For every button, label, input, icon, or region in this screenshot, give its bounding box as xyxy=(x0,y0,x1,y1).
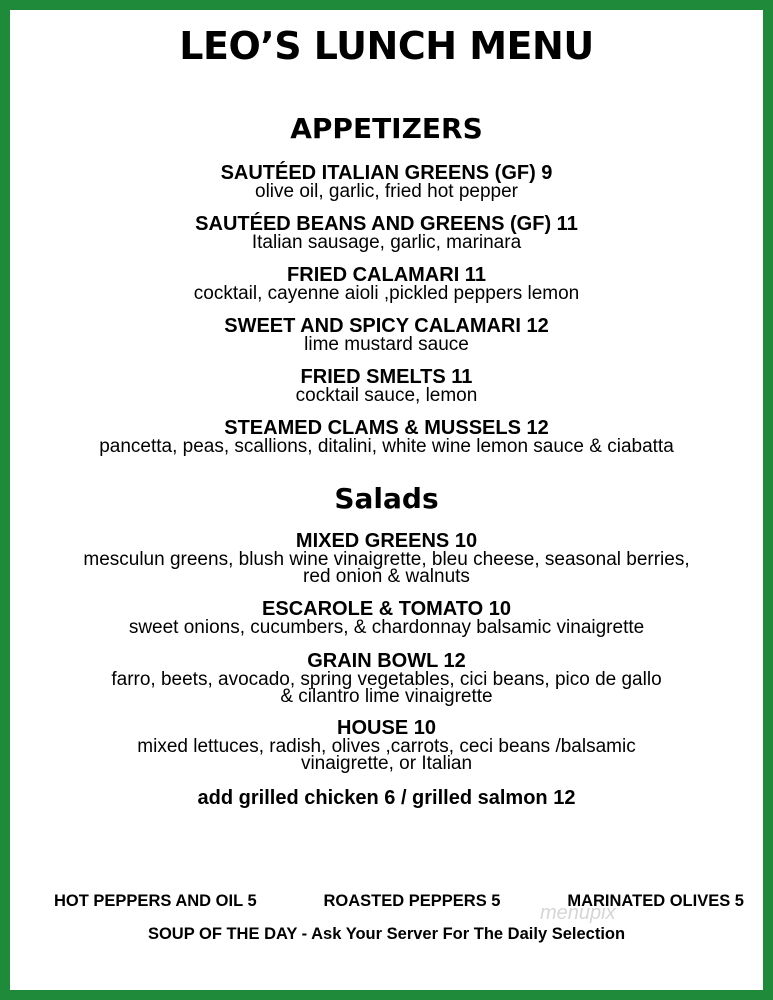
menu-item xyxy=(0,531,773,585)
item-description: mesculun greens, blush wine vinaigrette, bleu cheese, seasonal berries, xyxy=(83,549,690,570)
menu-title: LEO’S LUNCH MENU xyxy=(179,24,594,68)
item-description: red onion & walnuts xyxy=(303,566,470,587)
item-name: GRAIN BOWL 12 xyxy=(307,650,466,672)
item-description: lime mustard sauce xyxy=(304,334,469,355)
item-description: & cilantro lime vinaigrette xyxy=(280,686,493,707)
item-name: FRIED SMELTS 11 xyxy=(300,366,473,388)
soup-of-the-day: SOUP OF THE DAY - Ask Your Server For The Daily Selection xyxy=(147,925,626,943)
menu-item xyxy=(0,163,773,200)
sides-row xyxy=(54,892,744,911)
watermark: menupix xyxy=(540,902,616,924)
item-description: cocktail sauce, lemon xyxy=(295,385,478,406)
menu-item xyxy=(0,418,773,455)
item-description: farro, beets, avocado, spring vegetables, cici beans, pico de gallo xyxy=(111,669,662,690)
item-name: SAUTÉED ITALIAN GREENS (GF) 9 xyxy=(220,162,553,184)
item-description: sweet onions, cucumbers, & chardonnay balsamic vinaigrette xyxy=(128,617,645,638)
item-description: Italian sausage, garlic, marinara xyxy=(251,232,522,253)
item-name: SAUTÉED BEANS AND GREENS (GF) 11 xyxy=(195,213,578,235)
salads-heading: Salads xyxy=(334,482,439,515)
appetizers-heading: APPETIZERS xyxy=(290,112,483,145)
item-name: MIXED GREENS 10 xyxy=(295,530,478,552)
menu-item xyxy=(0,651,773,705)
item-description: cocktail, cayenne aioli ,pickled peppers lemon xyxy=(193,283,580,304)
item-name: FRIED CALAMARI 11 xyxy=(287,264,486,286)
side-item: MARINATED OLIVES 5 xyxy=(567,892,744,910)
item-name: HOUSE 10 xyxy=(337,717,436,739)
side-item: ROASTED PEPPERS 5 xyxy=(323,892,501,910)
menu-item xyxy=(0,718,773,772)
item-description: mixed lettuces, radish, olives ,carrots, ceci beans /balsamic xyxy=(137,736,636,757)
item-description: olive oil, garlic, fried hot pepper xyxy=(255,181,518,202)
side-item: HOT PEPPERS AND OIL 5 xyxy=(54,892,257,910)
menu-item xyxy=(0,265,773,302)
item-description: vinaigrette, or Italian xyxy=(300,753,473,774)
menu-item xyxy=(0,316,773,353)
salad-addon: add grilled chicken 6 / grilled salmon 12 xyxy=(197,787,576,809)
menu-item xyxy=(0,367,773,404)
item-name: ESCAROLE & TOMATO 10 xyxy=(262,598,511,620)
item-description: pancetta, peas, scallions, ditalini, white wine lemon sauce & ciabatta xyxy=(99,436,674,457)
item-name: SWEET AND SPICY CALAMARI 12 xyxy=(224,315,549,337)
item-name: STEAMED CLAMS & MUSSELS 12 xyxy=(224,417,549,439)
menu-item xyxy=(0,599,773,636)
menu-item xyxy=(0,214,773,251)
